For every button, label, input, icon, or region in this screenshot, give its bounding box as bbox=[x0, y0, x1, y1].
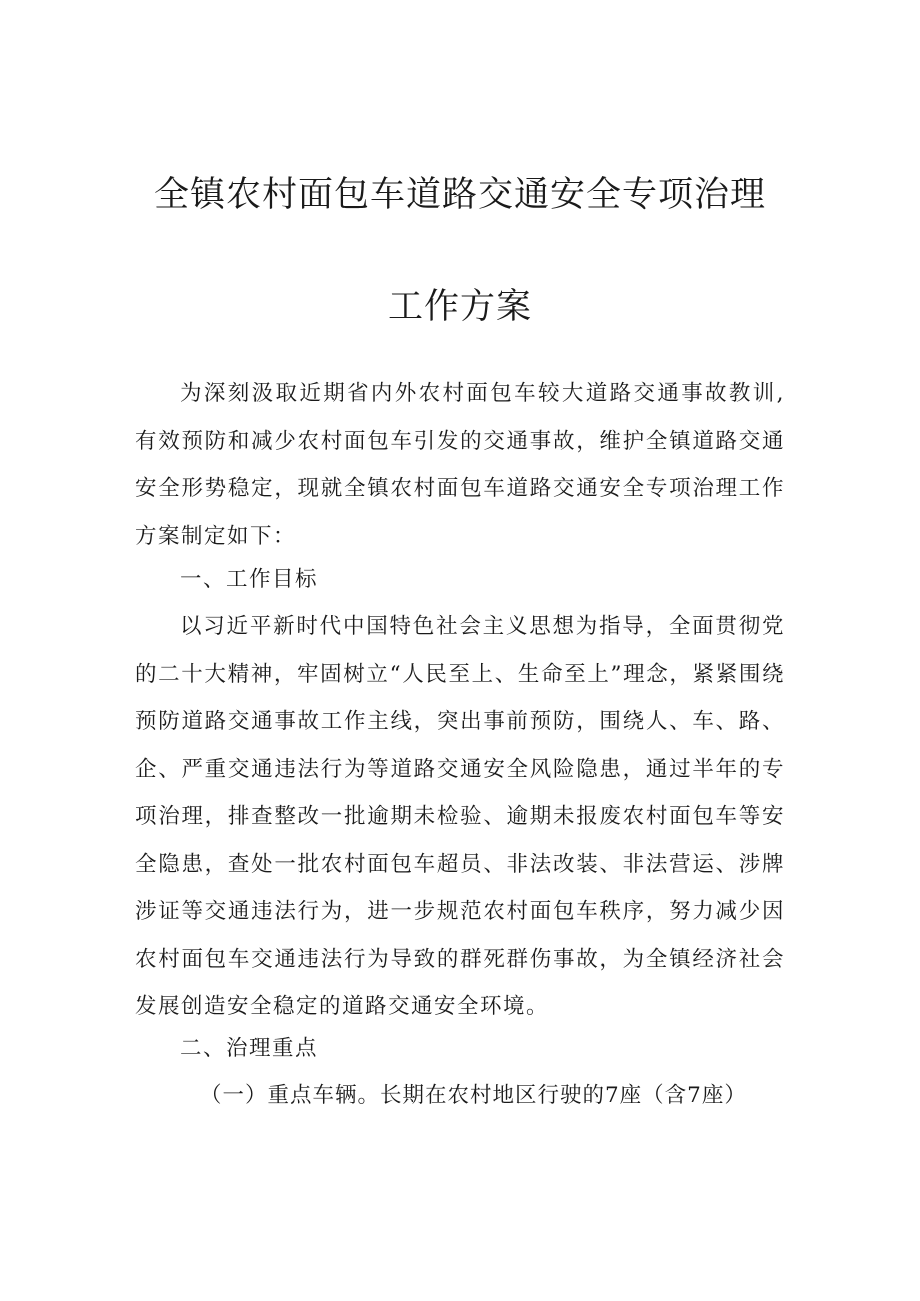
document-title-line-2: 工作方案 bbox=[387, 287, 532, 327]
section-2-item-1: （一）重点车辆。长期在农村地区行驶的7座（含7座） bbox=[200, 1083, 747, 1108]
intro-paragraph: 为深刻汲取近期省内外农村面包车较大道路交通事故教训,有效预防和减少农村面包车引发的交通事故，维护全镇道路交通安全形势稳定，现就全镇农村面包车道路交通安全专项治理工作方案制定如下： bbox=[135, 381, 785, 549]
document-title-line-1: 全镇农村面包车道路交通安全专项治理 bbox=[153, 175, 766, 215]
section-2-heading: 二、治理重点 bbox=[180, 1036, 319, 1061]
section-1-heading: 一、工作目标 bbox=[180, 567, 319, 592]
section-1-paragraph: 以习近平新时代中国特色社会主义思想为指导，全面贯彻党的二十大精神，牢固树立“人民至上、生命至上”理念，紧紧围绕预防道路交通事故工作主线，突出事前预防，围绕人、车、路、企、严重交通违法行为等道路交通安全风险隐患，通过半年的专项治理，排查整改一批逾期未检验、逾期未报废农村面包车等安全隐患，查处一批农村面包车超员、非法改装、非法营运、涉牌涉证等交通违法行为，进一步规范农村面包车秩序，努力减少因农村面包车交通违法行为导致的群死群伤事故，为全镇经济社会发展创造安全稳定的道路交通安全环境。 bbox=[135, 614, 785, 1019]
